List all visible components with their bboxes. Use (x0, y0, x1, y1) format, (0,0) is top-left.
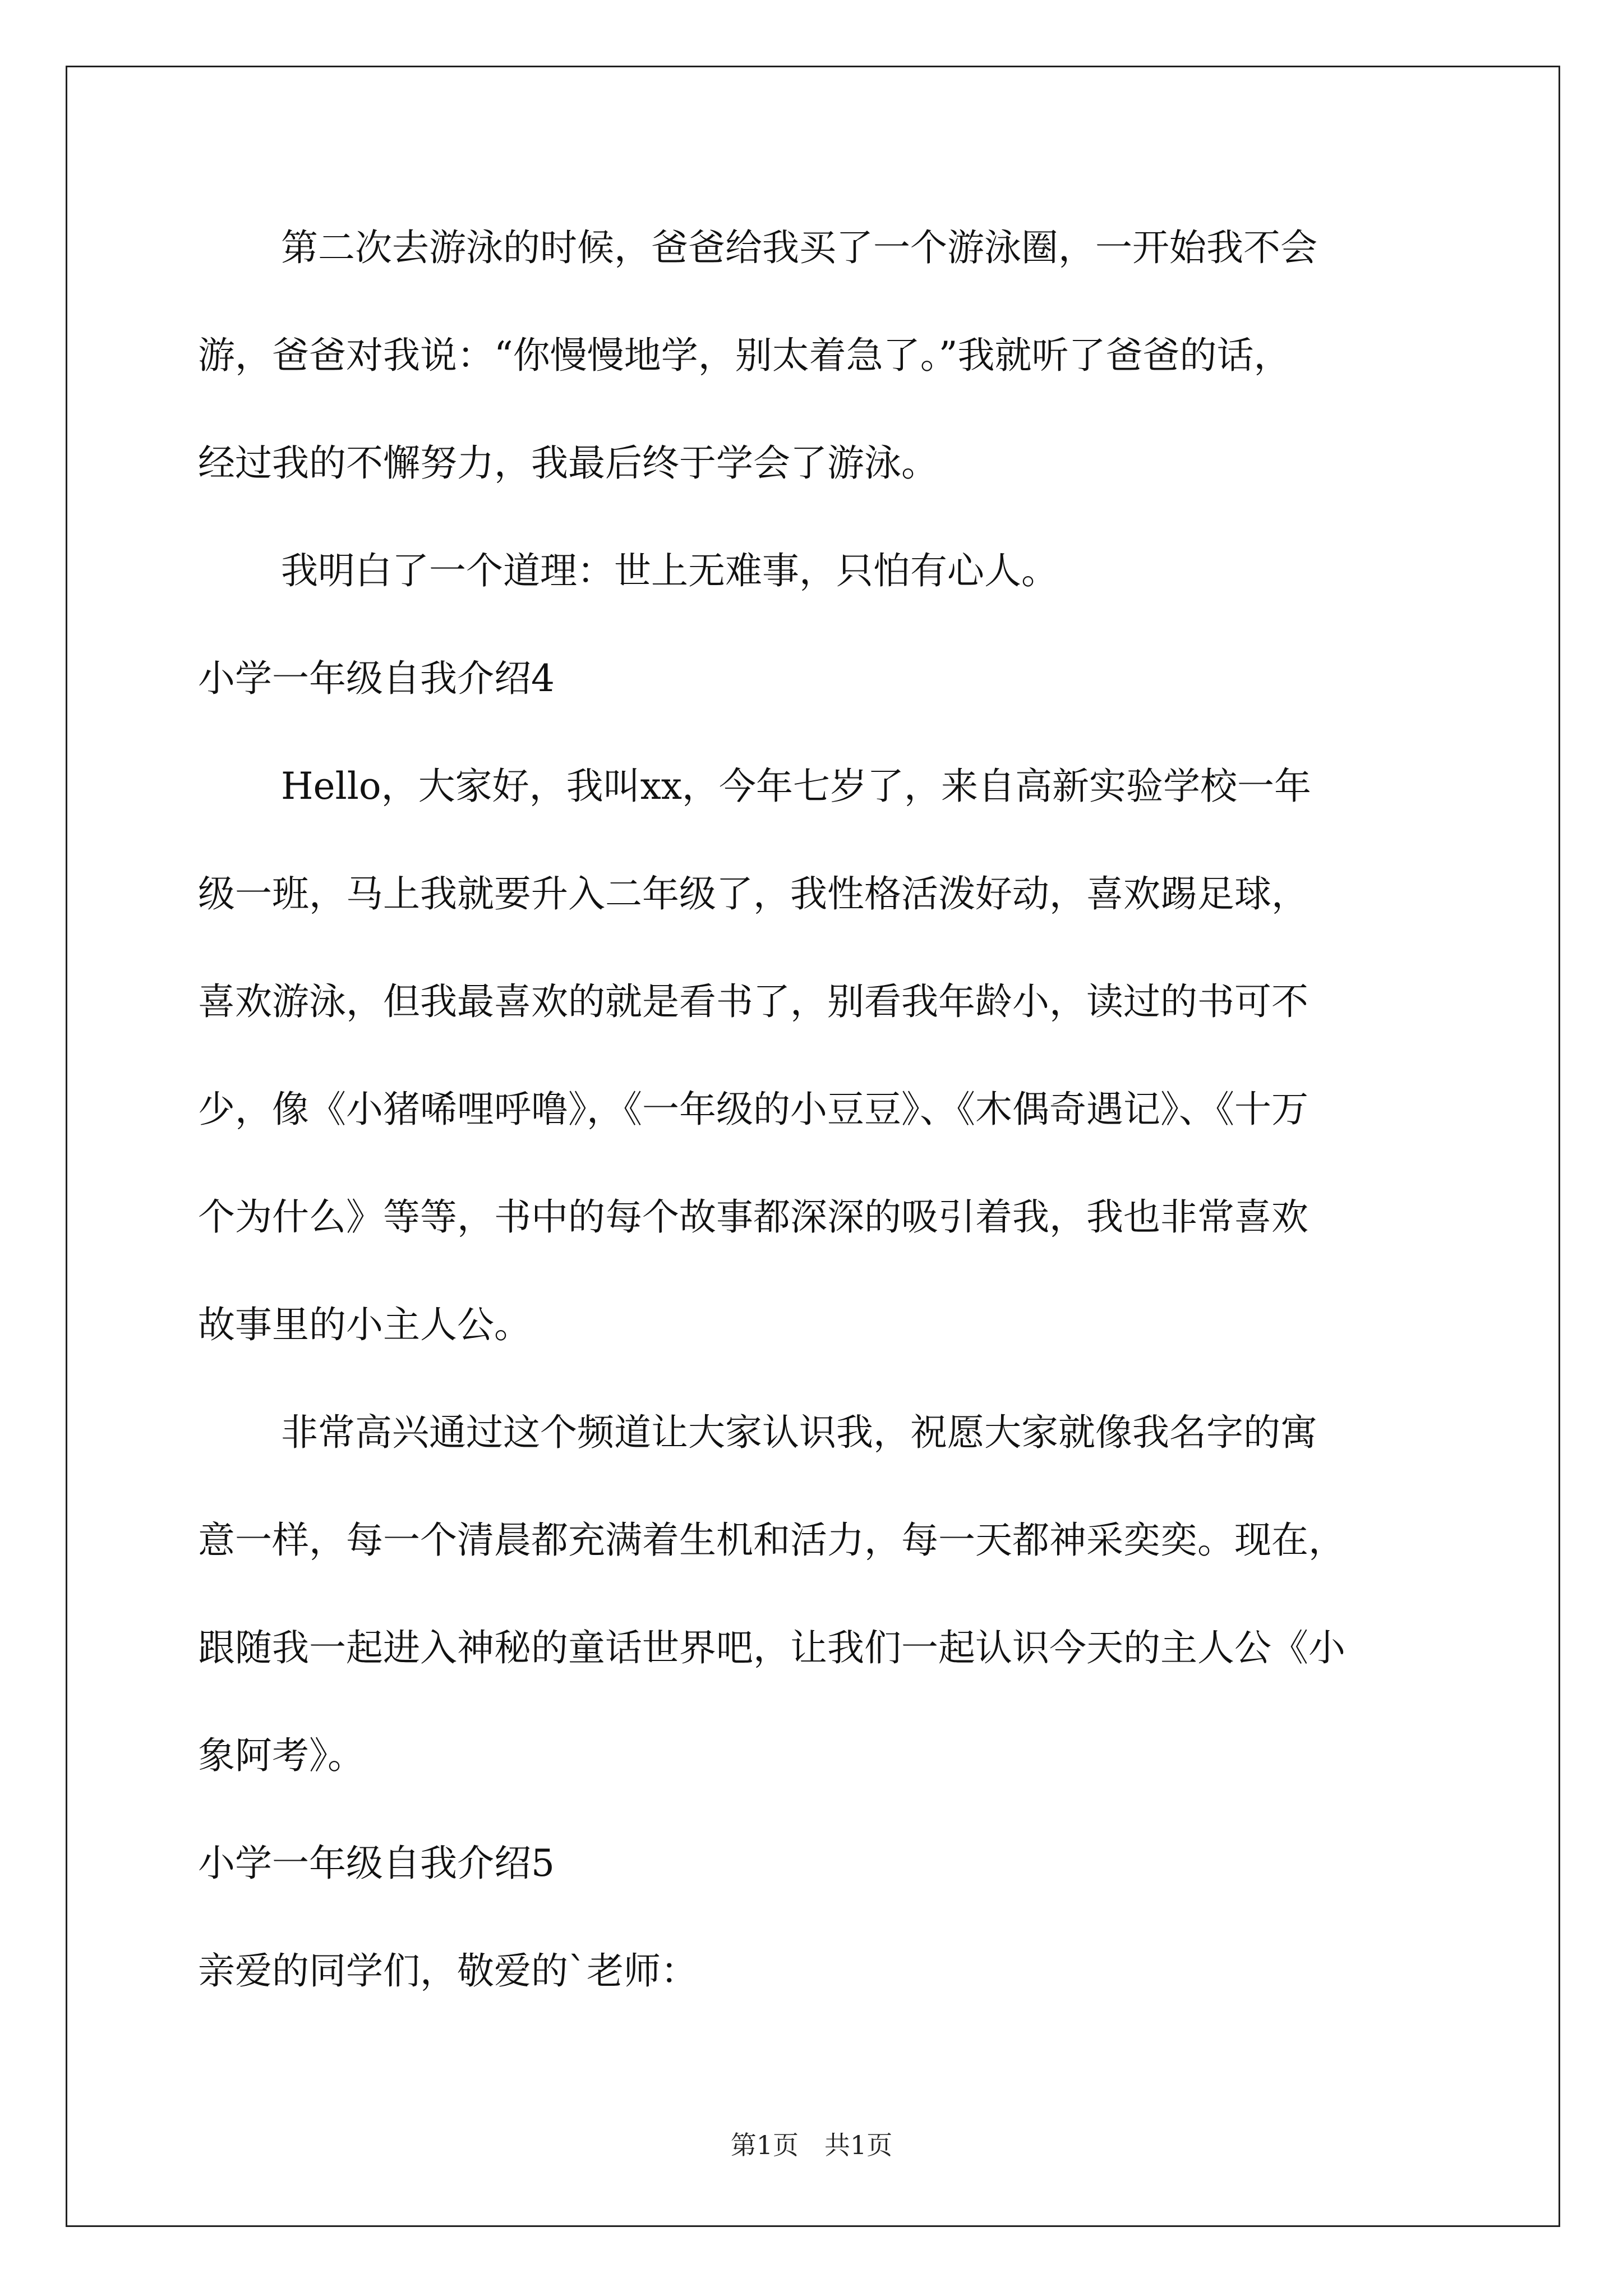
paragraph-line: 喜欢游泳，但我最喜欢的就是看书了，别看我年龄小，读过的书可不 (198, 980, 1308, 1023)
page-footer: 第1页 共1页 (730, 2130, 893, 2160)
paragraph-line: 经过我的不懈努力，我最后终于学会了游泳。 (198, 441, 938, 485)
paragraph-line: 我明白了一个道理：世上无难事，只怕有心人。 (281, 549, 1058, 592)
paragraph-line: 故事里的小主人公。 (198, 1303, 531, 1346)
paragraph-line: 少，像《小猪唏哩呼噜》，《一年级的小豆豆》、《木偶奇遇记》、《十万 (198, 1088, 1308, 1131)
paragraph-line: Hello，大家好，我叫xx，今年七岁了，来自高新实验学校一年 (281, 765, 1312, 808)
paragraph-line: 个为什么》等等，书中的每个故事都深深的吸引着我，我也非常喜欢 (198, 1195, 1308, 1239)
paragraph-line: 亲爱的同学们，敬爱的`老师： (198, 1949, 698, 1993)
paragraph-line: 非常高兴通过这个频道让大家认识我，祝愿大家就像我名字的寓 (281, 1411, 1317, 1454)
paragraph-line: 象阿考》。 (198, 1734, 365, 1777)
paragraph-line: 游，爸爸对我说：“你慢慢地学，别太着急了。”我就听了爸爸的话， (198, 334, 1291, 377)
section-heading: 小学一年级自我介绍4 (198, 657, 555, 700)
document-body (198, 194, 1432, 2025)
paragraph-line: 级一班，马上我就要升入二年级了，我性格活泼好动，喜欢踢足球， (198, 872, 1308, 915)
paragraph-line: 意一样，每一个清晨都充满着生机和活力，每一天都神采奕奕。现在， (198, 1519, 1345, 1562)
paragraph-line: 跟随我一起进入神秘的童话世界吧，让我们一起认识今天的主人公《小 (198, 1626, 1345, 1669)
paragraph-line: 第二次去游泳的时候，爸爸给我买了一个游泳圈，一开始我不会 (281, 226, 1317, 269)
section-heading: 小学一年级自我介绍5 (198, 1842, 555, 1885)
